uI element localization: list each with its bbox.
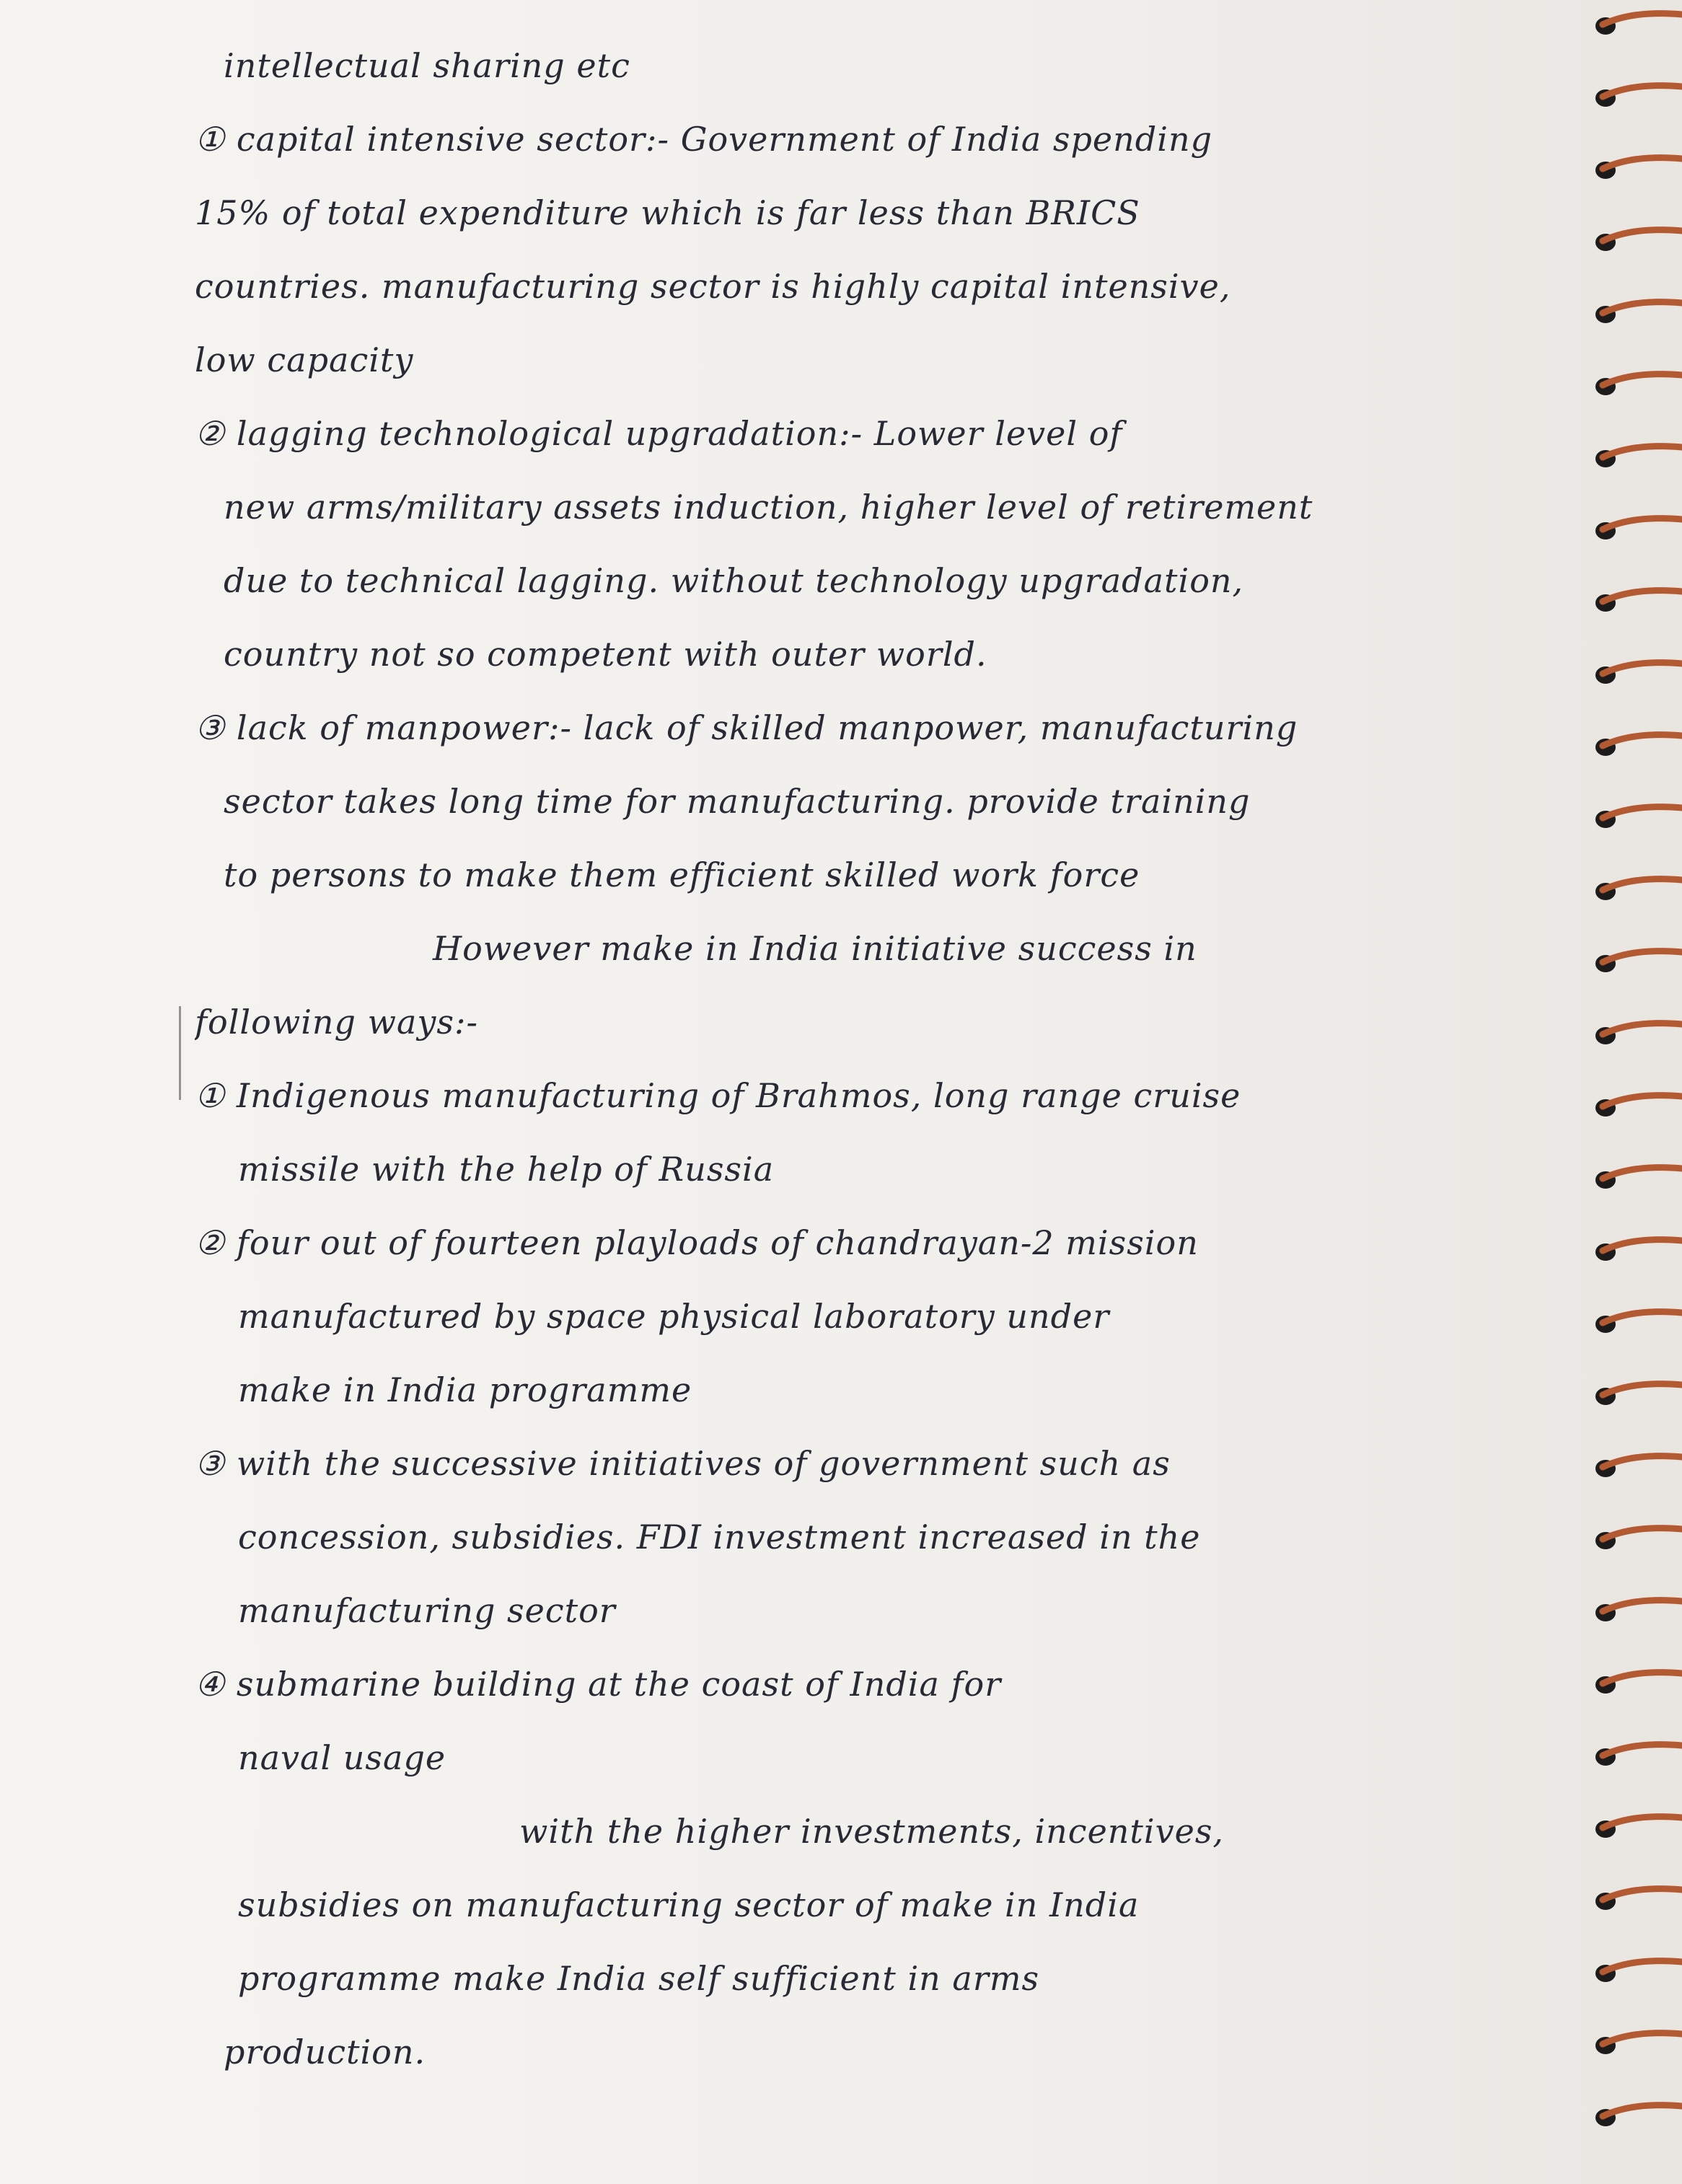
spiral-wire [1603, 951, 1682, 962]
spiral-ring [1590, 728, 1682, 762]
note-line: missile with the help of Russia [238, 1150, 775, 1189]
spiral-ring [1590, 1738, 1682, 1771]
spiral-wire [1603, 1961, 1682, 1972]
spiral-wire [1603, 879, 1682, 890]
note-line: ② four out of fourteen playloads of chandrayan-2 mission [195, 1223, 1199, 1262]
spiral-ring [1590, 1233, 1682, 1267]
spiral-binding [1574, 0, 1682, 2184]
spiral-wire [1603, 591, 1682, 602]
spiral-wire [1603, 519, 1682, 529]
spiral-ring [1590, 7, 1682, 40]
spiral-ring [1590, 151, 1682, 185]
spiral-wire [1603, 446, 1682, 457]
note-line: 15% of total expenditure which is far less than BRICS [195, 193, 1140, 232]
note-line: ① Indigenous manufacturing of Brahmos, long range cruise [195, 1076, 1241, 1115]
margin-mark [179, 1006, 181, 1100]
handwritten-notes [195, 29, 1500, 2089]
spiral-ring [1590, 368, 1682, 401]
note-line: ④ submarine building at the coast of India for [195, 1665, 1002, 1704]
note-line: production. [224, 2033, 426, 2071]
spiral-wire [1603, 86, 1682, 97]
spiral-wire [1603, 735, 1682, 746]
spiral-wire [1603, 1600, 1682, 1611]
spiral-wire [1603, 807, 1682, 818]
note-line: due to technical lagging. without technology upgradation, [224, 561, 1244, 600]
spiral-wire [1603, 14, 1682, 25]
note-line: with the higher investments, incentives, [519, 1812, 1225, 1851]
spiral-wire [1603, 1456, 1682, 1467]
note-line: manufacturing sector [238, 1591, 616, 1630]
spiral-ring [1590, 1305, 1682, 1339]
spiral-ring [1590, 1017, 1682, 1050]
spiral-wire [1603, 2105, 1682, 2116]
spiral-ring [1590, 1089, 1682, 1122]
note-line: naval usage [238, 1738, 446, 1777]
spiral-ring [1590, 873, 1682, 906]
spiral-wire [1603, 1528, 1682, 1539]
spiral-ring [1590, 224, 1682, 257]
spiral-ring [1590, 1450, 1682, 1483]
note-line: make in India programme [238, 1370, 692, 1409]
spiral-ring [1590, 296, 1682, 329]
spiral-ring [1590, 1594, 1682, 1627]
spiral-ring [1590, 2027, 1682, 2060]
spiral-ring [1590, 945, 1682, 978]
note-line: to persons to make them efficient skilled work force [224, 855, 1140, 894]
spiral-ring [1590, 1955, 1682, 1988]
note-line: programme make India self sufficient in arms [238, 1959, 1040, 1998]
note-line: ① capital intensive sector:- Government of India spending [195, 120, 1213, 159]
note-line: intellectual sharing etc [224, 46, 630, 85]
spiral-ring [1590, 656, 1682, 690]
spiral-wire [1603, 1168, 1682, 1179]
spiral-ring [1590, 79, 1682, 113]
note-line: manufactured by space physical laboratory under [238, 1297, 1110, 1336]
spiral-wire [1603, 1096, 1682, 1106]
spiral-wire [1603, 1745, 1682, 1756]
spiral-ring [1590, 801, 1682, 834]
spiral-wire [1603, 1240, 1682, 1251]
note-line: sector takes long time for manufacturing. provide training [224, 782, 1251, 821]
note-line: ③ lack of manpower:- lack of skilled manpower, manufacturing [195, 708, 1298, 747]
spiral-wire [1603, 374, 1682, 385]
spiral-ring [1590, 1378, 1682, 1411]
spiral-ring [1590, 440, 1682, 473]
note-line: new arms/military assets induction, higher level of retirement [224, 488, 1313, 527]
note-line: ③ with the successive initiatives of government such as [195, 1444, 1171, 1483]
note-line: low capacity [195, 340, 414, 379]
note-line: following ways:- [195, 1003, 479, 1042]
spiral-wire [1603, 302, 1682, 313]
spiral-wire [1603, 230, 1682, 241]
note-line: concession, subsidies. FDI investment increased in the [238, 1518, 1201, 1556]
spiral-ring [1590, 1522, 1682, 1555]
note-line: country not so competent with outer world. [224, 635, 987, 674]
spiral-wire [1603, 663, 1682, 674]
spiral-wire [1603, 1384, 1682, 1395]
spiral-wire [1603, 1312, 1682, 1323]
spiral-wire [1603, 158, 1682, 169]
spiral-wire [1603, 2033, 1682, 2044]
spiral-ring [1590, 1810, 1682, 1844]
note-line: countries. manufacturing sector is highly capital intensive, [195, 267, 1231, 306]
spiral-wire [1603, 1889, 1682, 1900]
note-line: ② lagging technological upgradation:- Lower level of [195, 414, 1123, 453]
note-line: subsidies on manufacturing sector of make in India [238, 1885, 1140, 1924]
note-line: However make in India initiative success in [433, 929, 1197, 968]
spiral-ring [1590, 1161, 1682, 1194]
spiral-ring [1590, 584, 1682, 617]
spiral-ring [1590, 512, 1682, 545]
spiral-wire [1603, 1023, 1682, 1034]
spiral-ring [1590, 1666, 1682, 1699]
spiral-wire [1603, 1673, 1682, 1683]
spiral-ring [1590, 1883, 1682, 1916]
spiral-wire [1603, 1817, 1682, 1828]
spiral-ring [1590, 2099, 1682, 2132]
